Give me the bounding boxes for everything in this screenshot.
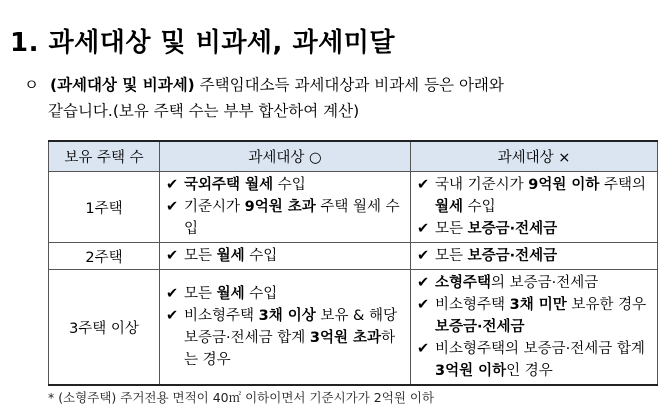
plain-text: 보유 & 해당 보증금·전세금 합계 bbox=[184, 308, 397, 346]
emphasis-text: 국외주택 bbox=[184, 177, 246, 193]
check-item bbox=[417, 338, 653, 382]
footnote: * (소형주택) 주거전용 면적이 40㎡ 이하이면서 기준시가가 2억원 이하 bbox=[48, 390, 435, 405]
intro-bold-prefix: (과세대상 및 비과세) bbox=[50, 76, 195, 94]
taxable-cell bbox=[160, 243, 411, 270]
checkmark-icon: ✔ bbox=[417, 341, 430, 357]
intro-line2: 같습니다.(보유 주택 수는 부부 합산하여 계산) bbox=[48, 102, 360, 120]
plain-text: 비소형주택 bbox=[435, 297, 510, 313]
table-row bbox=[49, 243, 658, 270]
plain-text: 비소형주택의 보증금·전세금 합계 bbox=[435, 341, 645, 357]
check-item bbox=[417, 218, 653, 240]
emphasis-text: 보증금·전세금 bbox=[467, 248, 558, 264]
plain-text: 인 경우 bbox=[506, 363, 553, 379]
emphasis-text: 9억원 초과 bbox=[244, 199, 316, 215]
checkmark-icon: ✔ bbox=[166, 286, 179, 302]
check-item bbox=[417, 245, 653, 267]
check-item-text bbox=[184, 196, 406, 240]
plain-text: 모든 bbox=[184, 248, 217, 264]
plain-text: 수입 bbox=[463, 199, 496, 215]
table-row bbox=[49, 270, 658, 386]
row-label: 2주택 bbox=[49, 243, 160, 270]
check-item-text bbox=[184, 305, 406, 371]
section-heading: 1. 과세대상 및 비과세, 과세미달 bbox=[10, 28, 395, 58]
check-item bbox=[166, 283, 406, 305]
tax-table bbox=[48, 140, 658, 386]
check-item-text bbox=[184, 283, 406, 305]
plain-text: 주택 월세 수입 bbox=[184, 199, 400, 237]
plain-text: 모든 bbox=[435, 221, 468, 237]
checkmark-icon: ✔ bbox=[417, 297, 430, 313]
plain-text: 비소형주택 bbox=[184, 308, 259, 324]
check-item bbox=[417, 294, 653, 338]
emphasis-text: 3억원 초과 bbox=[309, 330, 382, 346]
check-item bbox=[417, 272, 653, 294]
bullet-circle: ㅇ bbox=[24, 76, 39, 94]
plain-text: 수입 bbox=[244, 286, 278, 302]
checkmark-icon: ✔ bbox=[166, 177, 179, 193]
emphasis-text: 보증금·전세금 bbox=[467, 221, 558, 237]
header-nontaxable: 과세대상 × bbox=[411, 141, 658, 172]
intro-paragraph bbox=[24, 72, 664, 124]
check-item-text bbox=[435, 174, 653, 218]
emphasis-text: 월세 bbox=[245, 177, 274, 193]
nontaxable-cell bbox=[411, 243, 658, 270]
intro-line1: 주택임대소득 과세대상과 비과세 등은 아래와 bbox=[194, 76, 504, 94]
plain-text: 하는 경우 bbox=[184, 330, 396, 368]
check-item-text bbox=[435, 245, 653, 267]
check-item-text bbox=[435, 294, 653, 338]
checkmark-icon: ✔ bbox=[166, 308, 179, 324]
check-item-text bbox=[435, 338, 653, 382]
plain-text: 의 보증금·전세금 bbox=[491, 275, 599, 291]
check-item bbox=[166, 174, 406, 196]
checkmark-icon: ✔ bbox=[417, 221, 430, 237]
check-item bbox=[166, 245, 406, 267]
taxable-cell bbox=[160, 270, 411, 386]
checkmark-icon: ✔ bbox=[166, 248, 179, 264]
plain-text: 국내 기준시가 bbox=[435, 177, 529, 193]
checkmark-icon: ✔ bbox=[417, 275, 430, 291]
emphasis-text: 3채 이상 bbox=[258, 308, 316, 324]
check-item bbox=[417, 174, 653, 218]
check-item-text bbox=[184, 245, 406, 267]
header-house-count: 보유 주택 수 bbox=[49, 141, 160, 172]
check-item-text bbox=[435, 218, 653, 240]
check-item-text bbox=[184, 174, 406, 196]
nontaxable-cell bbox=[411, 172, 658, 243]
emphasis-text: 월세 bbox=[216, 248, 245, 264]
plain-text: 모든 bbox=[435, 248, 468, 264]
emphasis-text: 3채 미만 bbox=[509, 297, 567, 313]
checkmark-icon: ✔ bbox=[417, 248, 430, 264]
plain-text: 수입 bbox=[273, 177, 306, 193]
emphasis-text: 3억원 이하 bbox=[435, 363, 507, 379]
table-row bbox=[49, 172, 658, 243]
table-header-row bbox=[49, 141, 658, 172]
emphasis-text: 보증금·전세금 bbox=[435, 319, 525, 335]
plain-text: 보유한 경우 bbox=[566, 297, 647, 313]
row-label: 3주택 이상 bbox=[49, 270, 160, 386]
checkmark-icon: ✔ bbox=[417, 177, 430, 193]
taxable-cell bbox=[160, 172, 411, 243]
plain-text: 수입 bbox=[244, 248, 278, 264]
plain-text: 모든 bbox=[184, 286, 217, 302]
check-item-text bbox=[435, 272, 653, 294]
emphasis-text: 월세 bbox=[435, 199, 464, 215]
checkmark-icon: ✔ bbox=[166, 199, 179, 215]
row-label: 1주택 bbox=[49, 172, 160, 243]
emphasis-text: 소형주택 bbox=[435, 275, 492, 291]
plain-text: 주택의 bbox=[599, 177, 647, 193]
plain-text: 기준시가 bbox=[184, 199, 245, 215]
check-item bbox=[166, 305, 406, 371]
check-item bbox=[166, 196, 406, 240]
emphasis-text: 월세 bbox=[216, 286, 245, 302]
emphasis-text: 9억원 이하 bbox=[528, 177, 600, 193]
nontaxable-cell bbox=[411, 270, 658, 386]
header-taxable: 과세대상 ○ bbox=[160, 141, 411, 172]
